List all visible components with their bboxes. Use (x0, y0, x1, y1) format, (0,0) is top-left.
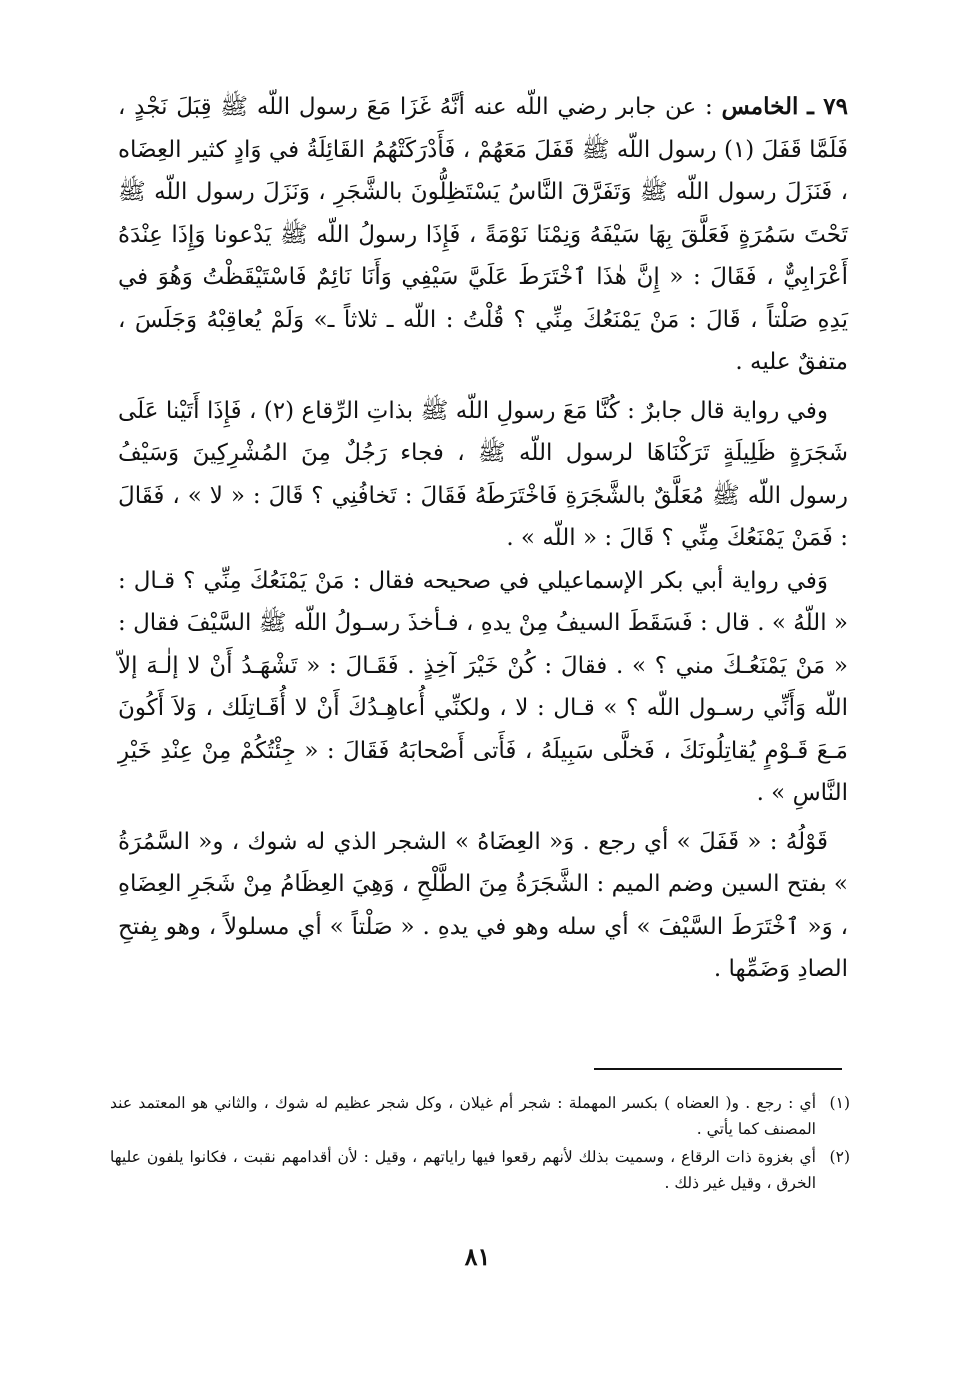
footnote-1-text: أي : رجع . و( العضاه ) بكسر المهملة : شجر أم غيلان ، وكل شجر عظيم له شوك ، والثاني هو المعتمد عند المصنف كما يأتي . (110, 1094, 816, 1138)
footnotes (110, 1090, 850, 1198)
hadith-title: الخامس (721, 93, 799, 120)
page-number: ٨١ (464, 1242, 491, 1271)
commentary-paragraph: قَوْلُهُ : « قَفَلَ » أي رجع . وَ« العِضَاهُ » الشجر الذي له شوك ، و« السَّمُرَةُ » بفتح السين وضم الميم : الشَّجَرَةُ مِنَ الطَّلْحِ ، وَهِيَ العِظَامُ مِنْ شَجَرِ العِضَاهِ ، وَ« ٱخْتَرَطَ السَّيْفَ » أي سله وهو في يدهِ . « صَلْتاً » أي مسلولاً ، وهو بِفتحِ الصادِ وَضَمِّها . (118, 828, 848, 982)
narration-paragraph-2: وفي رواية قال جابرٌ : كُنَّا مَعَ رسولِ اللّه ﷺ بذاتِ الرِّقاع (٢) ، فَإِذَا أَتَيْنا عَلَى شَجَرَةٍ ظَلِيلَةٍ تَرَكْنَاهَا لرسول اللّه ﷺ ، فجاء رَجُلٌ مِنَ المُشْرِكِينَ وَسَيْفُ رسول اللّه ﷺ مُعَلَّقٌ بالشَّجَرَةِ فَاخْتَرَطَهُ فَقَالَ : تَخافُنِي ؟ قَالَ : « لا » ، فَقَالَ : فَمَنْ يَمْنَعُكَ مِنِّي ؟ قَالَ : « اللّه » . (118, 397, 848, 551)
hadith-paragraph (118, 86, 848, 384)
footnote-1-marker: (١) (829, 1094, 850, 1112)
main-text (118, 86, 848, 991)
footnote-2-marker: (٢) (829, 1148, 850, 1166)
footnote-2-text: أي بغزوة ذات الرقاع ، وسميت بذلك لأنهم رقعوا فيها راياتهم ، وقيل : لأن أقدامهم نقبت ، فكانوا يلفون عليها الخرق ، وقيل غير ذلك . (110, 1148, 816, 1192)
hadith-text: : عن جابر رضي اللّه عنه أنَّهُ غَزَا مَعَ رسول اللّه ﷺ قِبَلَ نَجْدٍ ، فَلَمَّا قَفَلَ (١) رسول اللّه ﷺ قَفَلَ مَعَهُمْ ، فَأَدْرَكَتْهُمُ القَائِلَةُ في وَادٍ كثير العِضَاه ، فَنَزَلَ رسول اللّه ﷺ وَتَفَرَّقَ النَّاسُ يَسْتَظِلُّونَ بالشَّجَرِ ، وَنَزَلَ رسول اللّه ﷺ تَحْتَ سَمُرَةٍ فَعَلَّقَ بِهَا سَيْفَهُ وَنِمْنَا نَوْمَةً ، فَإِذَا رسولُ اللّه ﷺ يَدْعونا وَإِذَا عِنْدَهُ أَعْرَابِيٌّ ، فَقَالَ : « إِنَّ هٰذَا ٱخْتَرَطَ عَلَيَّ سَيْفِي وَأَنَا نَائِمٌ فَاسْتَيْقَظْتُ وَهُوَ في يَدِهِ صَلْتاً ، قَالَ : مَنْ يَمْنَعُكَ مِنِّي ؟ قُلْتُ : اللّه ـ ثلاثاً ـ» وَلَمْ يُعاقِبْهُ وَجَلَسَ ، متفقٌ عليه . (118, 94, 848, 375)
footnote-1 (110, 1090, 850, 1142)
narration-paragraph-3: وَفي رواية أبي بكر الإسماعيلي في صحيحه فقال : مَنْ يَمْنَعُكَ مِنِّي ؟ قـال : « اللّهُ » . قال : فَسَقَطَ السيفُ مِنْ يدهِ ، فـأخذَ رسـولُ اللّه ﷺ السَّيْفَ فقال : « مَنْ يَمْنَعُـكَ مني ؟ » . فقالَ : كُنْ خَيْرَ آخِذٍ . فَقَـالَ : « تَشْهَـدُ أَنْ لا إلٰـهَ إلاّ اللّه وَأَنِّي رسـول اللّه ؟ » قـال : لا ، ولكنِّي أُعاهِـدُكَ أَنْ لا أُقَـاتِلَك ، وَلاَ أَكُونَ مَـعَ قَـوْمٍ يُقاتِلُونَكَ ، فَخلَّى سَبِيلَهُ ، فَأَتى أَصْحابَهُ فَقَالَ : « جِئْتُكُمْ مِنْ عِنْدِ خَيْرِ النَّاسِ » . (118, 567, 848, 806)
hadith-number: ٧٩ ـ (807, 93, 849, 120)
footnote-separator (594, 1068, 842, 1070)
footnote-2 (110, 1144, 850, 1196)
